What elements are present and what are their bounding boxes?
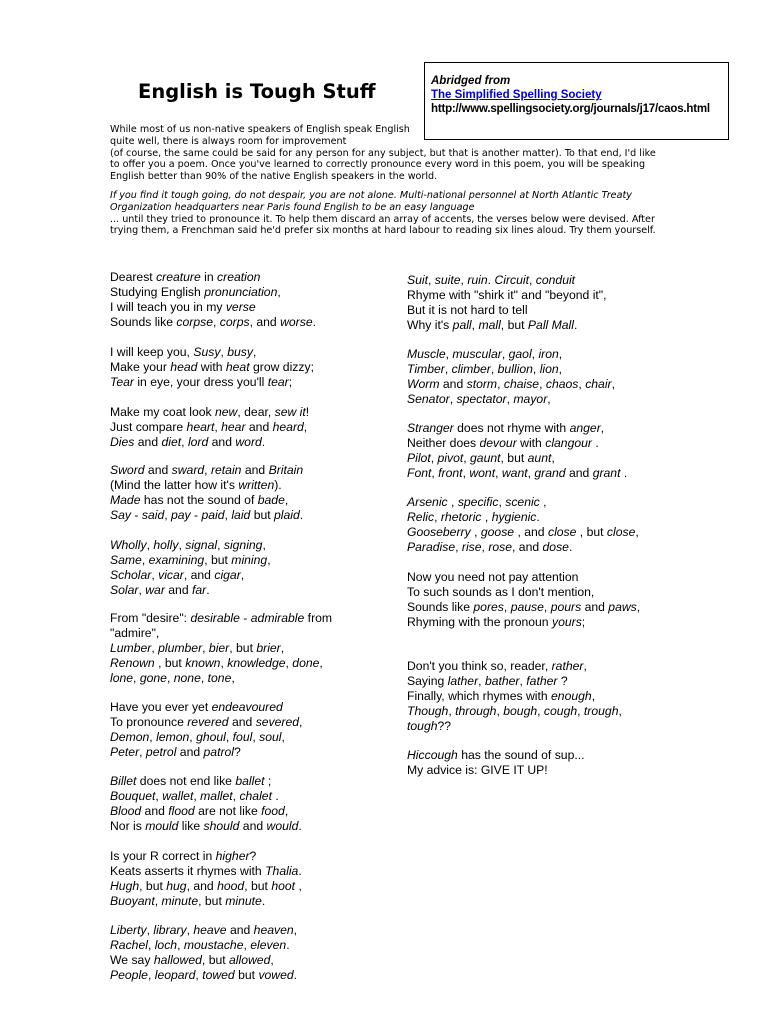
poem-stanza-left-6 xyxy=(110,611,370,686)
poem-line: Don't you think so, reader, rather, xyxy=(407,659,587,673)
poem-line: Sounds like pores, pause, pours and paws, xyxy=(407,599,641,614)
intro-paragraph-2 xyxy=(110,190,660,237)
poem-stanza-left-1 xyxy=(110,270,370,330)
poem-line: From "desire": desirable - admirable from xyxy=(110,611,333,625)
poem-line: Worm and storm, chaise, chaos, chair, xyxy=(407,376,615,391)
poem-line: Renown , but known, knowledge, done, xyxy=(110,655,323,670)
poem-stanza-left-3 xyxy=(110,405,370,450)
poem-line: "admire", xyxy=(110,625,160,640)
poem-line: lone, gone, none, tone, xyxy=(110,670,235,685)
poem-line: Nor is mould like should and would. xyxy=(110,818,302,833)
poem-line: I will keep you, Susy, busy, xyxy=(110,345,257,359)
poem-line: Made has not the sound of bade, xyxy=(110,492,289,507)
poem-line: Studying English pronunciation, xyxy=(110,284,281,299)
page-title: English is Tough Stuff xyxy=(138,80,376,103)
poem-line: Sword and sward, retain and Britain xyxy=(110,463,304,477)
poem-stanza-left-7 xyxy=(110,700,370,760)
poem-stanza-right-6 xyxy=(407,659,669,734)
poem-stanza-left-4 xyxy=(110,463,370,523)
poem-line: Relic, rhetoric , hygienic. xyxy=(407,509,540,524)
poem-line: Timber, climber, bullion, lion, xyxy=(407,361,563,376)
poem-line: Paradise, rise, rose, and dose. xyxy=(407,539,573,554)
intro-paragraph-1 xyxy=(110,124,660,183)
poem-line: Billet does not end like ballet ; xyxy=(110,774,272,788)
poem-line: (Mind the latter how it's written). xyxy=(110,477,282,492)
poem-line: But it is not hard to tell xyxy=(407,302,528,317)
poem-line: Just compare heart, hear and heard, xyxy=(110,419,308,434)
intro-p2-italic: If you find it tough going, do not despair, you are not alone. Multi-national personnel at North Atlantic Treaty Organization headquarters near Paris found English to be an easy language xyxy=(110,190,632,213)
poem-line: Tear in eye, your dress you'll tear; xyxy=(110,374,293,389)
poem-line: People, leopard, towed but vowed. xyxy=(110,967,298,982)
poem-line: Though, through, bough, cough, trough, xyxy=(407,703,622,718)
poem-stanza-left-5 xyxy=(110,538,370,598)
poem-line: Why it's pall, mall, but Pall Mall. xyxy=(407,317,578,332)
poem-stanza-right-5 xyxy=(407,570,669,630)
poem-line: Say - said, pay - paid, laid but plaid. xyxy=(110,507,304,522)
poem-line: To pronounce revered and severed, xyxy=(110,714,303,729)
poem-line: Scholar, vicar, and cigar, xyxy=(110,567,245,582)
source-url: http://www.spellingsociety.org/journals/j17/caos.html xyxy=(431,103,710,115)
source-label: Abridged from xyxy=(431,75,511,87)
poem-line: Pilot, pivot, gaunt, but aunt, xyxy=(407,450,555,465)
poem-line: Wholly, holly, signal, signing, xyxy=(110,538,266,552)
poem-line: Liberty, library, heave and heaven, xyxy=(110,923,298,937)
poem-line: Stranger does not rhyme with anger, xyxy=(407,421,605,435)
poem-line: My advice is: GIVE IT UP! xyxy=(407,762,548,777)
poem-line: Keats asserts it rhymes with Thalia. xyxy=(110,863,302,878)
poem-line: I will teach you in my verse xyxy=(110,299,256,314)
poem-line: Muscle, muscular, gaol, iron, xyxy=(407,347,563,361)
poem-stanza-right-7 xyxy=(407,748,669,778)
poem-line: Hugh, but hug, and hood, but hoot , xyxy=(110,878,302,893)
poem-line: Is your R correct in higher? xyxy=(110,849,257,863)
poem-line: Gooseberry , goose , and close , but close, xyxy=(407,524,639,539)
poem-line: Peter, petrol and patrol? xyxy=(110,744,241,759)
poem-line: Demon, lemon, ghoul, foul, soul, xyxy=(110,729,285,744)
poem-line: Font, front, wont, want, grand and grant . xyxy=(407,465,628,480)
poem-stanza-left-8 xyxy=(110,774,370,834)
poem-stanza-right-3 xyxy=(407,421,669,481)
poem-line: Rachel, loch, moustache, eleven. xyxy=(110,937,290,952)
poem-line: Dies and diet, lord and word. xyxy=(110,434,266,449)
poem-stanza-right-4 xyxy=(407,495,669,555)
poem-stanza-right-2 xyxy=(407,347,669,407)
intro-p1-first: While most of us non-native speakers of English speak English quite well, there is always room for improvement xyxy=(110,124,410,147)
poem-line: Blood and flood are not like food, xyxy=(110,803,289,818)
source-link[interactable]: The Simplified Spelling Society xyxy=(431,89,602,101)
poem-line: tough?? xyxy=(407,718,452,733)
poem-line: Buoyant, minute, but minute. xyxy=(110,893,266,908)
poem-stanza-right-1 xyxy=(407,273,669,333)
poem-line: We say hallowed, but allowed, xyxy=(110,952,274,967)
poem-line: Same, examining, but mining, xyxy=(110,552,271,567)
intro-p2-rest: ... until they tried to pronounce it. To help them discard an array of accents, the verses below were devised. After trying them, a Frenchman said he'd prefer six months at hard labour to reading six lines aloud. Try them yourself. xyxy=(110,213,656,237)
poem-line: Neither does devour with clangour . xyxy=(407,435,599,450)
poem-line: Senator, spectator, mayor, xyxy=(407,391,551,406)
poem-line: Have you ever yet endeavoured xyxy=(110,700,283,714)
poem-line: Now you need not pay attention xyxy=(407,570,579,584)
poem-line: Finally, which rhymes with enough, xyxy=(407,688,596,703)
poem-line: Dearest creature in creation xyxy=(110,270,261,284)
intro-p1-second: (of course, the same could be said for any person for any subject, but that is another matter). To that end, I'd like to offer you a poem. Once you've learned to correctly pronounce every word in this poem, you will be speaking English better than 90% of the native English speakers in the world. xyxy=(110,147,656,183)
poem-line: Rhyming with the pronoun yours; xyxy=(407,614,586,629)
poem-line: Lumber, plumber, bier, but brier, xyxy=(110,640,285,655)
poem-line: Make your head with heat grow dizzy; xyxy=(110,359,314,374)
poem-line: To such sounds as I don't mention, xyxy=(407,584,595,599)
poem-line: Rhyme with "shirk it" and "beyond it", xyxy=(407,287,607,302)
poem-line: Hiccough has the sound of sup... xyxy=(407,748,585,762)
poem-line: Sounds like corpse, corps, and worse. xyxy=(110,314,316,329)
poem-line: Saying lather, bather, father ? xyxy=(407,673,568,688)
poem-stanza-left-10 xyxy=(110,923,370,983)
poem-line: Arsenic , specific, scenic , xyxy=(407,495,547,509)
poem-stanza-left-2 xyxy=(110,345,370,390)
poem-line: Solar, war and far. xyxy=(110,582,210,597)
poem-line: Suit, suite, ruin. Circuit, conduit xyxy=(407,273,576,287)
poem-stanza-left-9 xyxy=(110,849,370,909)
poem-line: Bouquet, wallet, mallet, chalet . xyxy=(110,788,279,803)
poem-line: Make my coat look new, dear, sew it! xyxy=(110,405,310,419)
